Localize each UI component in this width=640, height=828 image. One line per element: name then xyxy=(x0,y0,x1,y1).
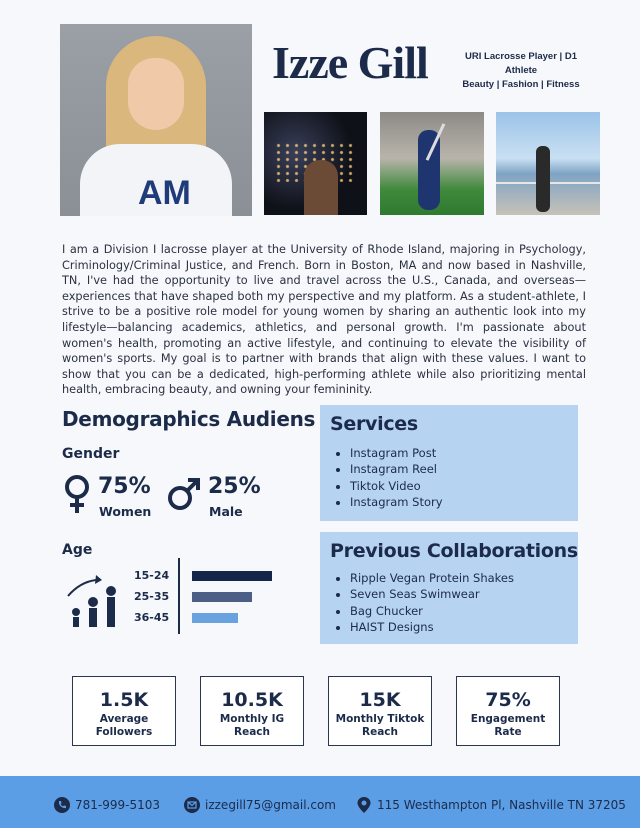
photo-lacrosse-game xyxy=(380,112,484,215)
stat-label: Average xyxy=(99,713,149,725)
men-label: Male xyxy=(209,504,243,519)
collaborations-box xyxy=(320,532,578,644)
age-bar-15-24 xyxy=(192,571,272,581)
services-list xyxy=(350,445,443,510)
stat-value: 75% xyxy=(485,689,531,711)
services-title: Services xyxy=(330,413,418,435)
age-label-25-35: 25-35 xyxy=(134,590,170,603)
stat-label: Monthly IG xyxy=(219,713,285,725)
stat-value: 1.5K xyxy=(99,689,149,711)
gender-title: Gender xyxy=(62,446,120,462)
male-icon xyxy=(166,476,202,512)
men-percent: 25% xyxy=(208,474,261,499)
email-address: izzegill75@gmail.com xyxy=(205,798,336,812)
list-item: • Instagram Reel xyxy=(350,461,443,477)
list-item: • Seven Seas Swimwear xyxy=(350,586,514,602)
stat-label: Monthly Tiktok xyxy=(335,713,425,725)
phone-icon xyxy=(54,797,70,813)
list-item: • Instagram Post xyxy=(350,445,443,461)
stat-label: Reach xyxy=(362,726,398,738)
age-label-36-45: 36-45 xyxy=(134,611,170,624)
list-item: • Bag Chucker xyxy=(350,603,514,619)
list-item: • HAIST Designs xyxy=(350,619,514,635)
bio-text: I am a Division I lacrosse player at the University of Rhode Island, majoring in Psychology, Criminology/Criminal Justice, and French. Born in Boston, MA and now based in Nashville, TN, I've had the opportunity to live and travel across the U.S., Canada, and overseas—experiences that have shaped both my perspective and my platform. As a student-athlete, I strive to be a positive role model for young women by sharing an authentic look into my lifestyle—balancing academics, athletics, and personal growth. I'm passionate about women's health, promoting an active lifestyle, and continuing to elevate the visibility of women's sports. My goal is to partner with brands that align with these values. I want to show that you can be a dedicated, high-performing athlete while also prioritizing mental health, embracing beauty, and owning your femininity. xyxy=(62,243,586,397)
hero-photo: AM xyxy=(60,24,252,216)
services-box xyxy=(320,405,578,521)
stat-monthly-tiktok-reach xyxy=(328,676,432,746)
footer xyxy=(0,776,640,828)
age-chart-axis xyxy=(178,558,180,634)
collaborations-list xyxy=(350,570,514,635)
footer-phone[interactable] xyxy=(54,796,160,814)
list-item: • Instagram Story xyxy=(350,494,443,510)
stat-average-followers xyxy=(72,676,176,746)
taglines xyxy=(448,50,594,92)
demographics-title: Demographics Audiens xyxy=(62,407,316,431)
tagline-athlete: URI Lacrosse Player | D1 Athlete xyxy=(465,51,577,76)
women-label: Women xyxy=(99,504,152,519)
photo-city-night xyxy=(264,112,367,215)
age-title: Age xyxy=(62,542,93,558)
street-address: 115 Westhampton Pl, Nashville TN 37205 xyxy=(377,798,626,812)
email-icon xyxy=(184,797,200,813)
stat-label: Engagement xyxy=(470,713,546,725)
list-item: • Ripple Vegan Protein Shakes xyxy=(350,570,514,586)
location-pin-icon xyxy=(356,797,372,813)
age-label-15-24: 15-24 xyxy=(134,569,170,582)
age-bar-25-35 xyxy=(192,592,252,602)
footer-address[interactable] xyxy=(356,796,626,814)
footer-email[interactable] xyxy=(184,796,336,814)
stat-value: 10.5K xyxy=(221,689,283,711)
age-growth-icon xyxy=(66,572,122,628)
stat-label: Followers xyxy=(95,726,153,738)
tagline-interests: Beauty | Fashion | Fitness xyxy=(462,79,580,90)
female-icon xyxy=(62,474,92,514)
stat-label: Rate xyxy=(494,726,522,738)
age-bar-36-45 xyxy=(192,613,238,623)
photo-waterfront xyxy=(496,112,600,215)
list-item: • Tiktok Video xyxy=(350,478,443,494)
phone-number: 781-999-5103 xyxy=(75,798,161,812)
stat-monthly-ig-reach xyxy=(200,676,304,746)
women-percent: 75% xyxy=(98,474,151,499)
collaborations-title: Previous Collaborations xyxy=(330,540,578,562)
stat-engagement-rate xyxy=(456,676,560,746)
page-title: Izze Gill xyxy=(272,37,428,88)
stat-value: 15K xyxy=(359,689,401,711)
stat-label: Reach xyxy=(234,726,270,738)
